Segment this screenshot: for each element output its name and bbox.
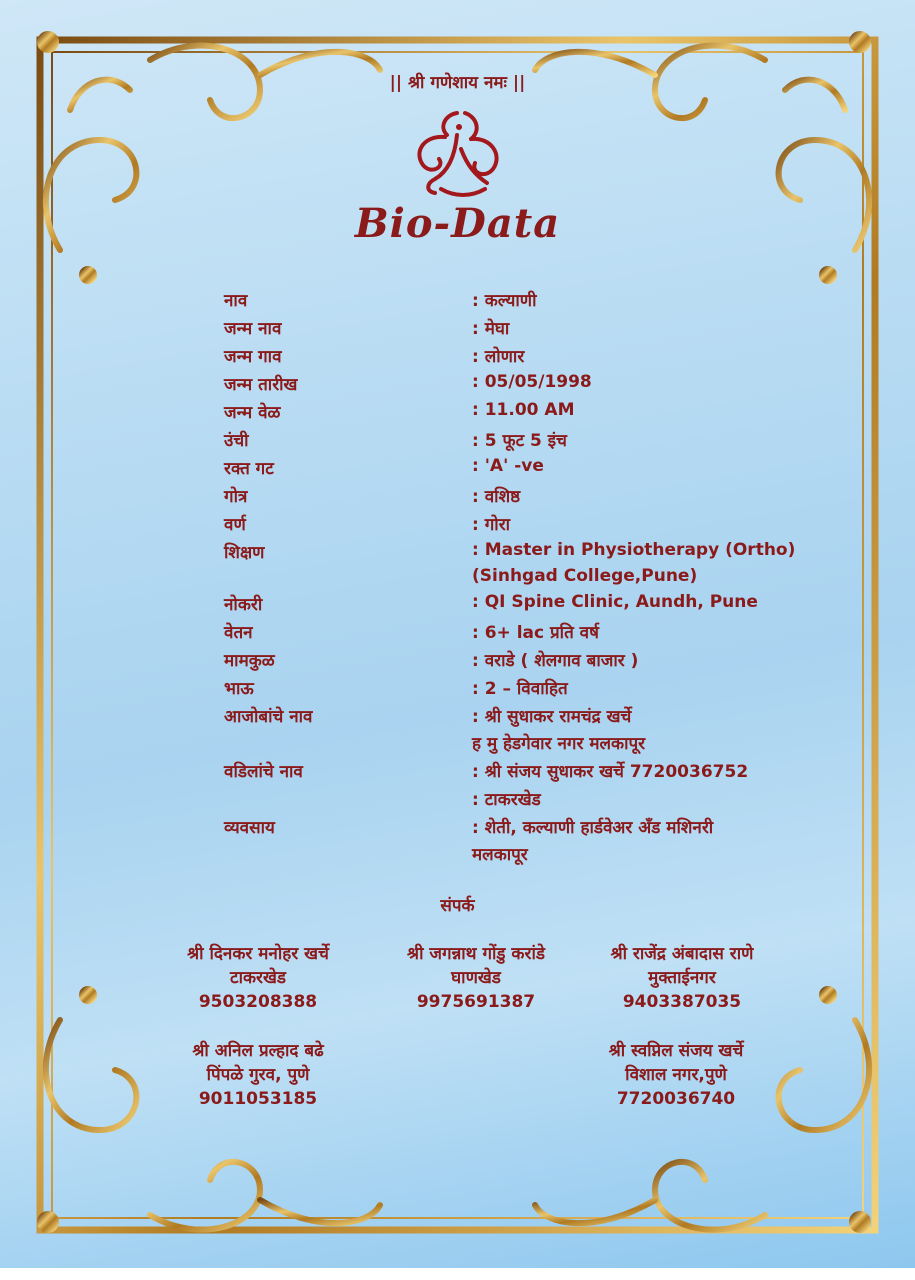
detail-label-gotra: गोत्र	[224, 487, 248, 507]
contact-place: घाणखेड	[451, 968, 501, 988]
contact-card	[376, 942, 576, 1014]
contact-card	[158, 1039, 358, 1111]
detail-value-birth-date: : 05/05/1998	[472, 372, 592, 392]
detail-label-complexion: वर्ण	[224, 515, 246, 535]
detail-label-occupation: व्यवसाय	[224, 818, 275, 838]
detail-value-birth-time: : 11.00 AM	[472, 400, 575, 420]
detail-label-birth-place: जन्म गाव	[224, 347, 282, 367]
detail-value-grandfather: : श्री सुधाकर रामचंद्र खर्चे	[472, 707, 632, 727]
detail-value-height: : 5 फूट 5 इंच	[472, 431, 567, 451]
detail-label-height: उंची	[224, 431, 249, 451]
detail-value-salary: : 6+ lac प्रति वर्ष	[472, 623, 599, 643]
detail-value-maternal-family: : वराडे ( शेलगाव बाजार )	[472, 651, 639, 671]
page-title: Bio-Data	[354, 200, 561, 247]
detail-label-job: नोकरी	[224, 595, 263, 615]
detail-value-job: : QI Spine Clinic, Aundh, Pune	[472, 592, 758, 612]
contact-place: विशाल नगर,पुणे	[625, 1065, 727, 1085]
detail-value-education: : Master in Physiotherapy (Ortho)	[472, 540, 796, 560]
contact-card	[576, 1039, 776, 1111]
contact-name: श्री राजेंद्र अंबादास राणे	[610, 944, 754, 964]
page-bottom-edge	[0, 1268, 915, 1280]
detail-value-gotra: : वशिष्ठ	[472, 487, 521, 507]
detail-value-education-cont: (Sinhgad College,Pune)	[472, 566, 698, 586]
invocation-text: || श्री गणेशाय नमः ||	[389, 73, 526, 93]
detail-value-occupation: : शेती, कल्याणी हार्डवेअर अँड मशिनरी	[472, 818, 714, 838]
contact-heading: संपर्क	[440, 896, 475, 916]
detail-value-brothers: : 2 – विवाहित	[472, 679, 568, 699]
detail-label-name: नाव	[224, 291, 248, 311]
detail-label-education: शिक्षण	[224, 543, 265, 563]
detail-value-name: : कल्याणी	[472, 291, 537, 311]
contact-name: श्री स्वप्निल संजय खर्चे	[608, 1041, 744, 1061]
detail-label-birth-date: जन्म तारीख	[224, 375, 298, 395]
detail-value-birth-name: : मेघा	[472, 319, 510, 339]
detail-value-father-cont: : टाकरखेड	[472, 790, 541, 810]
contact-place: मुक्ताईनगर	[648, 968, 716, 988]
detail-label-father: वडिलांचे नाव	[224, 762, 303, 782]
detail-label-birth-time: जन्म वेळ	[224, 403, 281, 423]
contact-phone: 7720036740	[616, 1089, 736, 1109]
detail-label-salary: वेतन	[224, 623, 253, 643]
detail-value-blood-group: : 'A' -ve	[472, 456, 544, 476]
detail-label-maternal-family: मामकुळ	[224, 651, 275, 671]
ganesh-icon	[405, 105, 510, 200]
contact-phone: 9011053185	[198, 1089, 318, 1109]
contact-phone: 9503208388	[198, 992, 318, 1012]
contact-card	[158, 942, 358, 1014]
detail-value-grandfather-cont: ह मु हेडगेवार नगर मलकापूर	[472, 734, 646, 754]
detail-value-birth-place: : लोणार	[472, 347, 525, 367]
detail-value-complexion: : गोरा	[472, 515, 511, 535]
detail-label-blood-group: रक्त गट	[224, 459, 274, 479]
contact-place: पिंपळे गुरव, पुणे	[206, 1065, 310, 1085]
detail-value-father: : श्री संजय सुधाकर खर्चे 7720036752	[472, 762, 749, 782]
contact-name: श्री अनिल प्रल्हाद बढे	[192, 1041, 324, 1061]
contact-place: टाकरखेड	[230, 968, 286, 988]
detail-label-birth-name: जन्म नाव	[224, 319, 282, 339]
contact-name: श्री दिनकर मनोहर खर्चे	[187, 944, 329, 964]
detail-label-brothers: भाऊ	[224, 679, 254, 699]
detail-label-grandfather: आजोबांचे नाव	[224, 707, 313, 727]
contact-card	[582, 942, 782, 1014]
detail-value-occupation-cont: मलकापूर	[472, 845, 528, 865]
contact-phone: 9975691387	[416, 992, 536, 1012]
contact-name: श्री जगन्नाथ गोंडु करांडे	[407, 944, 545, 964]
contact-phone: 9403387035	[622, 992, 742, 1012]
